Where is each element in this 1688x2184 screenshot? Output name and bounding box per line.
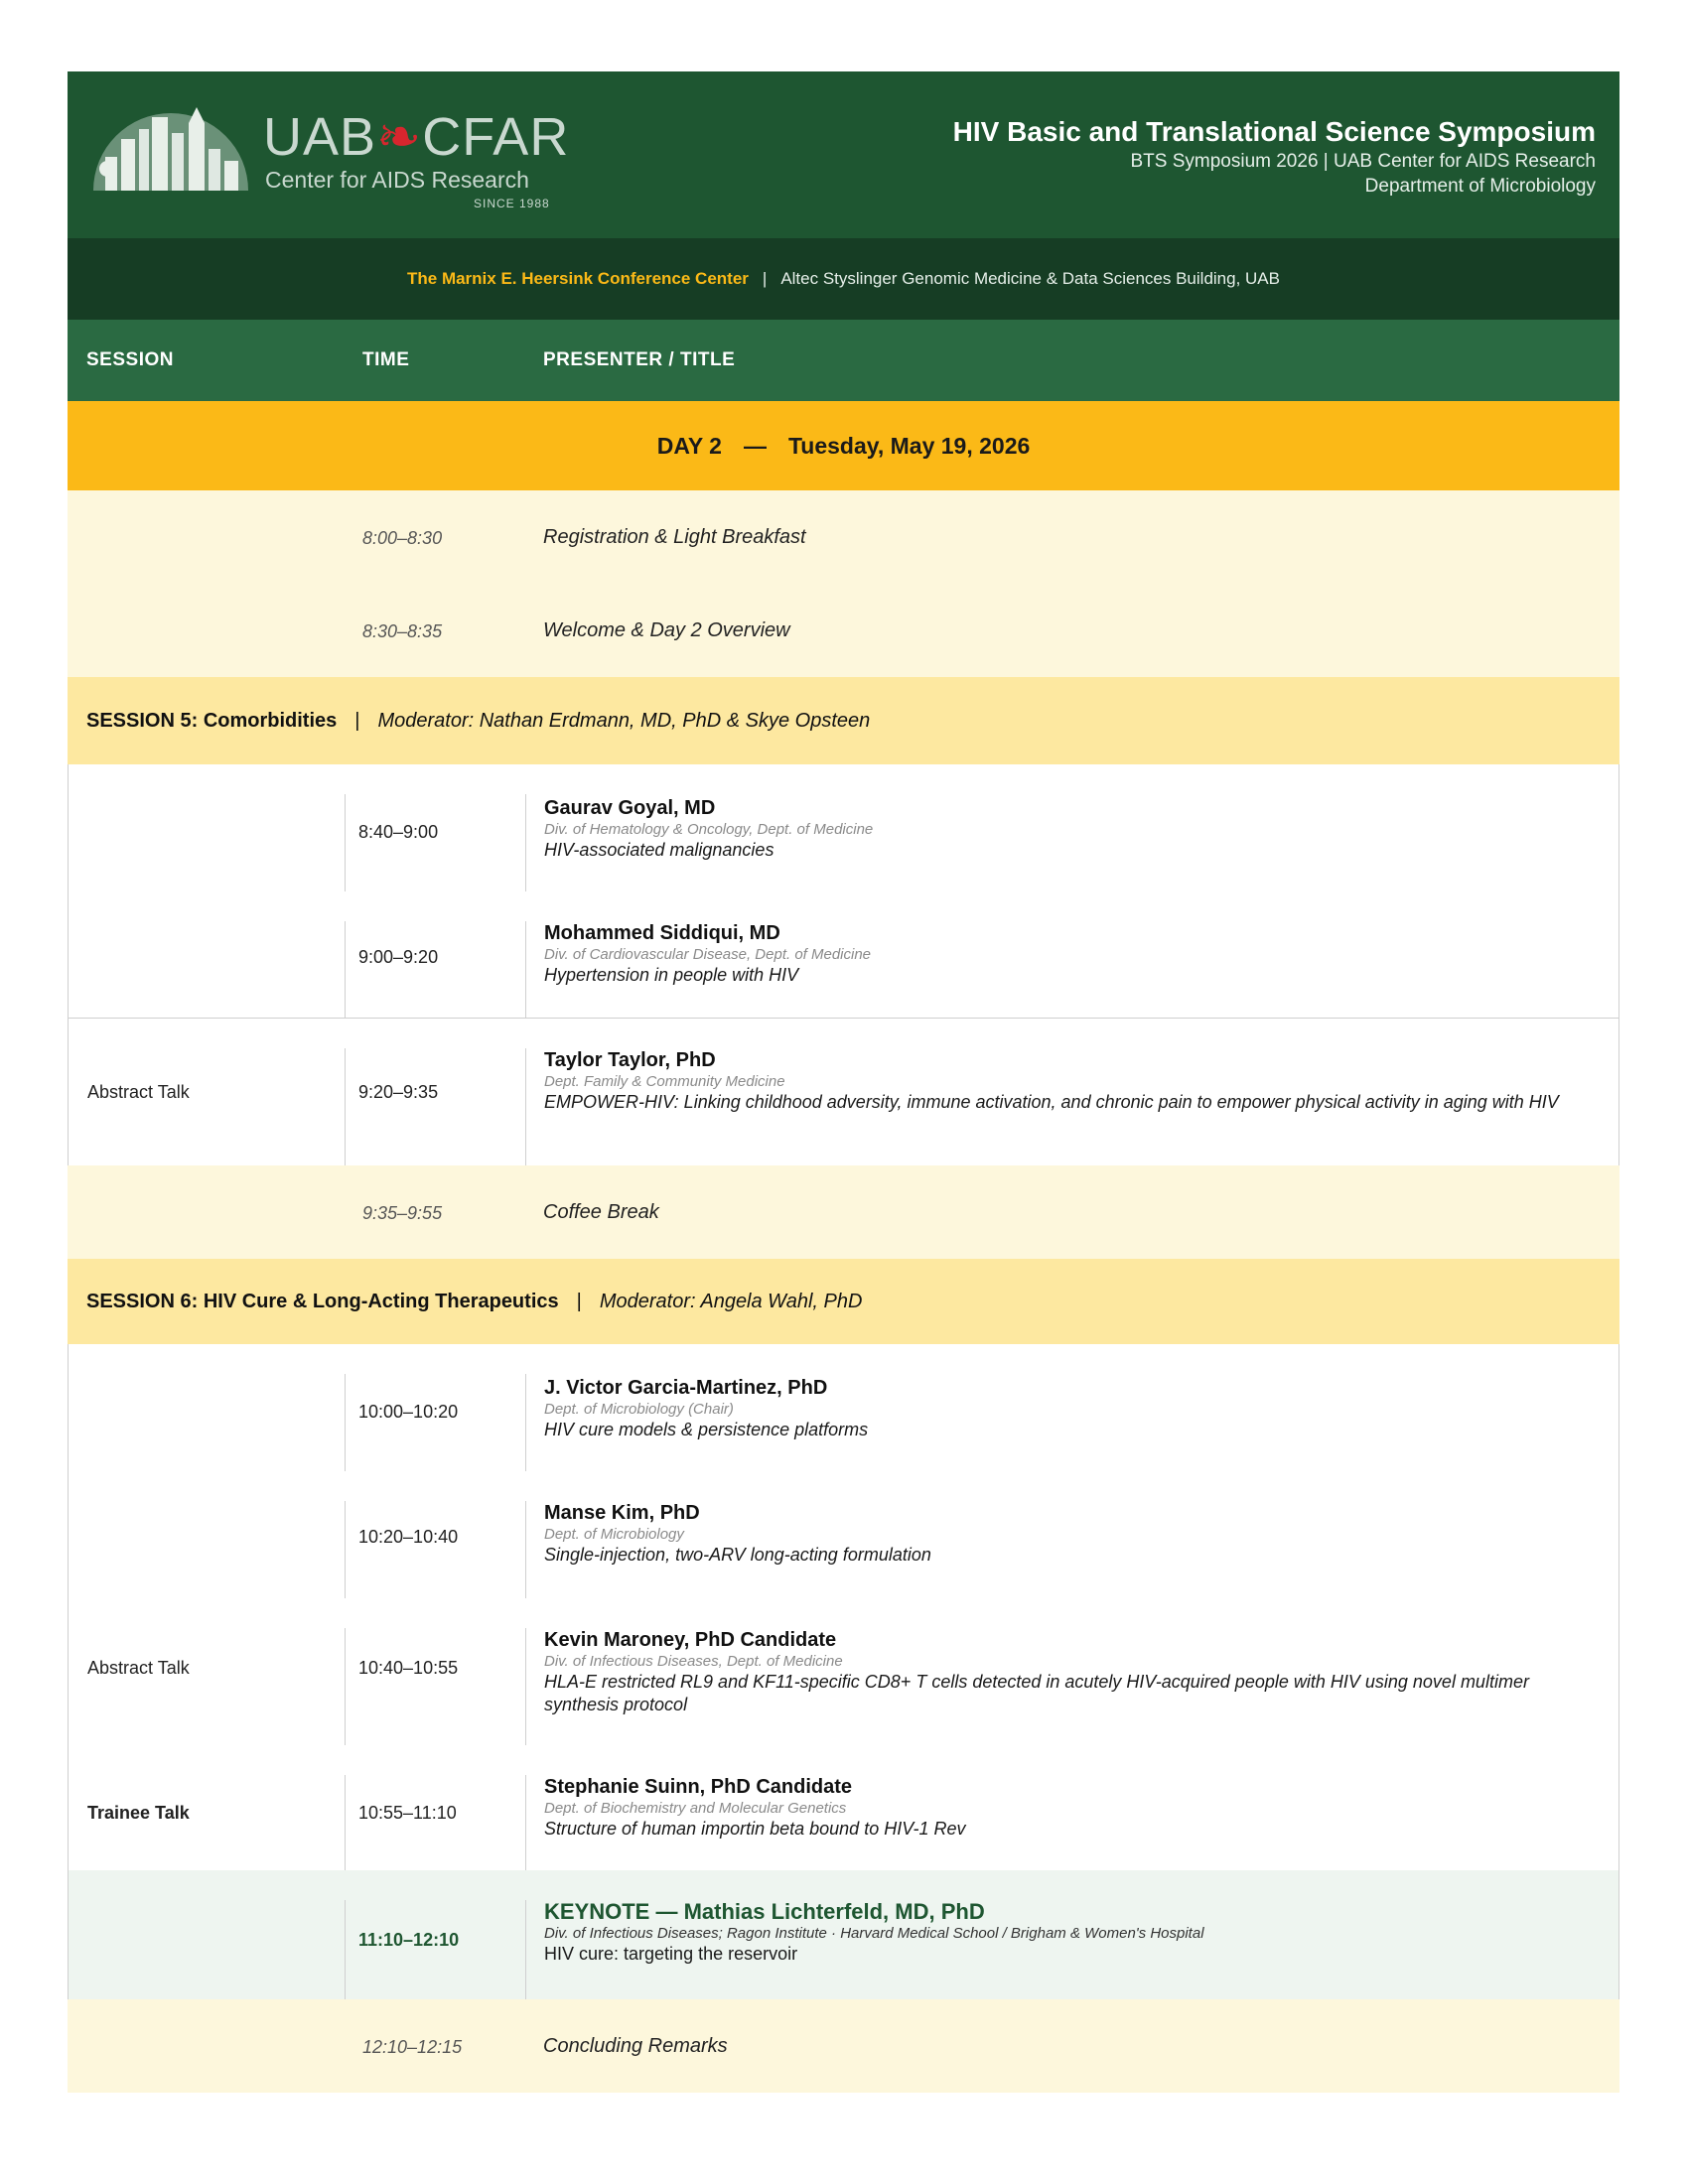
presenter-name: J. Victor Garcia-Martinez, PhD bbox=[544, 1377, 828, 1399]
row-title: Coffee Break bbox=[543, 1201, 659, 1223]
talk-row bbox=[68, 1745, 1619, 1870]
presenter-name: Stephanie Suinn, PhD Candidate bbox=[544, 1776, 853, 1798]
presenter-name: Gaurav Goyal, MD bbox=[544, 797, 716, 819]
row-time: 12:10–12:15 bbox=[362, 2037, 463, 2057]
row-time: 8:30–8:35 bbox=[362, 621, 443, 641]
presenter-name: Kevin Maroney, PhD Candidate bbox=[544, 1629, 837, 1651]
keynote-speaker: KEYNOTE — Mathias Lichterfeld, MD, PhD bbox=[544, 1899, 985, 1924]
schedule-page bbox=[68, 71, 1619, 2093]
talk-time: 8:40–9:00 bbox=[358, 822, 439, 842]
talk-session-type: Abstract Talk bbox=[87, 1658, 190, 1678]
talk-time: 10:55–11:10 bbox=[358, 1803, 457, 1823]
talk-time: 10:40–10:55 bbox=[358, 1658, 459, 1678]
talk-session-type: Trainee Talk bbox=[87, 1803, 190, 1823]
header-subtitle: BTS Symposium 2026 | UAB Center for AIDS Research bbox=[1130, 151, 1596, 172]
talk-row bbox=[68, 891, 1619, 1019]
presenter-dept: Dept. Family & Community Medicine bbox=[544, 1073, 785, 1090]
row-title: Registration & Light Breakfast bbox=[543, 526, 806, 548]
uab-cfar-logo bbox=[89, 99, 606, 218]
header-department: Department of Microbiology bbox=[1364, 176, 1596, 197]
red-ribbon-icon: ❧ bbox=[376, 107, 423, 167]
agenda-row-concluding bbox=[68, 1999, 1619, 2093]
row-time: 9:35–9:55 bbox=[362, 1203, 443, 1223]
logo-since: SINCE 1988 bbox=[474, 197, 550, 210]
venue-bar bbox=[68, 238, 1619, 320]
column-presenter: PRESENTER / TITLE bbox=[543, 349, 736, 370]
talk-time: 9:00–9:20 bbox=[358, 947, 439, 967]
agenda-row-coffee-break bbox=[68, 1165, 1619, 1259]
session-5-header bbox=[68, 677, 1619, 764]
logo-wordmark: UAB❧CFAR bbox=[263, 107, 570, 167]
talk-time: 10:20–10:40 bbox=[358, 1527, 459, 1547]
talk-row bbox=[68, 1598, 1619, 1745]
session-moderator: Moderator: Angela Wahl, PhD bbox=[599, 1290, 863, 1312]
header-banner bbox=[68, 71, 1619, 238]
day-date: Tuesday, May 19, 2026 bbox=[787, 432, 1031, 459]
talk-title: Single-injection, two-ARV long-acting formulation bbox=[544, 1545, 931, 1565]
venue-name: The Marnix E. Heersink Conference Center bbox=[407, 269, 749, 288]
session-6-header bbox=[68, 1259, 1619, 1344]
talk-title: Hypertension in people with HIV bbox=[544, 965, 799, 985]
column-time: TIME bbox=[362, 349, 410, 370]
venue-separator: | bbox=[762, 269, 768, 288]
presenter-name: Mohammed Siddiqui, MD bbox=[544, 922, 780, 944]
talk-row bbox=[68, 764, 1619, 891]
row-time: 8:00–8:30 bbox=[362, 528, 443, 548]
venue-building: Altec Styslinger Genomic Medicine & Data Sciences Building, UAB bbox=[780, 269, 1280, 288]
talk-title: HIV-associated malignancies bbox=[544, 840, 774, 860]
keynote-time: 11:10–12:10 bbox=[358, 1930, 460, 1950]
talk-row bbox=[68, 1471, 1619, 1598]
row-title: Concluding Remarks bbox=[543, 2035, 728, 2057]
talk-time: 9:20–9:35 bbox=[358, 1082, 439, 1102]
session-label: SESSION 5: Comorbidities bbox=[86, 709, 338, 732]
keynote-row bbox=[68, 1870, 1619, 1999]
talk-title: HLA-E restricted RL9 and KF11-specific CD8+ T cells detected in acutely HIV-acquired people with HIV using novel multimer synthesis protocol bbox=[544, 1672, 1529, 1714]
presenter-name: Taylor Taylor, PhD bbox=[544, 1049, 716, 1071]
talk-session-type: Abstract Talk bbox=[87, 1082, 190, 1102]
row-title: Welcome & Day 2 Overview bbox=[543, 619, 790, 641]
logo-subtitle: Center for AIDS Research bbox=[265, 167, 529, 193]
talk-row bbox=[68, 1019, 1619, 1165]
day-bar bbox=[68, 401, 1619, 490]
talk-row bbox=[68, 1344, 1619, 1471]
presenter-dept: Div. of Hematology & Oncology, Dept. of Medicine bbox=[544, 821, 874, 838]
presenter-dept: Div. of Cardiovascular Disease, Dept. of Medicine bbox=[544, 946, 872, 963]
presenter-dept: Dept. of Microbiology bbox=[544, 1526, 684, 1543]
column-header bbox=[68, 320, 1619, 401]
skyline-icon bbox=[89, 99, 253, 199]
talk-title: Structure of human importin beta bound to HIV-1 Rev bbox=[544, 1819, 966, 1839]
presenter-name: Manse Kim, PhD bbox=[544, 1502, 700, 1524]
session-separator: | bbox=[576, 1290, 582, 1312]
agenda-row-welcome bbox=[68, 584, 1619, 677]
header-titles bbox=[953, 115, 1596, 199]
presenter-dept: Dept. of Biochemistry and Molecular Genetics bbox=[544, 1800, 847, 1817]
day-dash: — bbox=[743, 432, 767, 459]
talk-title: EMPOWER-HIV: Linking childhood adversity, immune activation, and chronic pain to empower physical activity in aging with HIV bbox=[544, 1092, 1559, 1112]
talk-time: 10:00–10:20 bbox=[358, 1402, 459, 1422]
day-label: DAY 2 bbox=[656, 432, 722, 459]
column-session: SESSION bbox=[86, 349, 174, 370]
keynote-title: HIV cure: targeting the reservoir bbox=[544, 1944, 798, 1964]
session-separator: | bbox=[354, 709, 360, 732]
agenda-row-registration bbox=[68, 490, 1619, 584]
session-moderator: Moderator: Nathan Erdmann, MD, PhD & Skye Opsteen bbox=[377, 709, 871, 732]
keynote-affiliation: Div. of Infectious Diseases; Ragon Institute · Harvard Medical School / Brigham & Women's Hospital bbox=[544, 1925, 1204, 1942]
presenter-dept: Dept. of Microbiology (Chair) bbox=[544, 1401, 734, 1418]
presenter-dept: Div. of Infectious Diseases, Dept. of Medicine bbox=[544, 1653, 843, 1670]
page-title: HIV Basic and Translational Science Symposium bbox=[952, 116, 1596, 147]
talk-title: HIV cure models & persistence platforms bbox=[544, 1420, 869, 1439]
session-label: SESSION 6: HIV Cure & Long-Acting Therapeutics bbox=[86, 1290, 559, 1312]
